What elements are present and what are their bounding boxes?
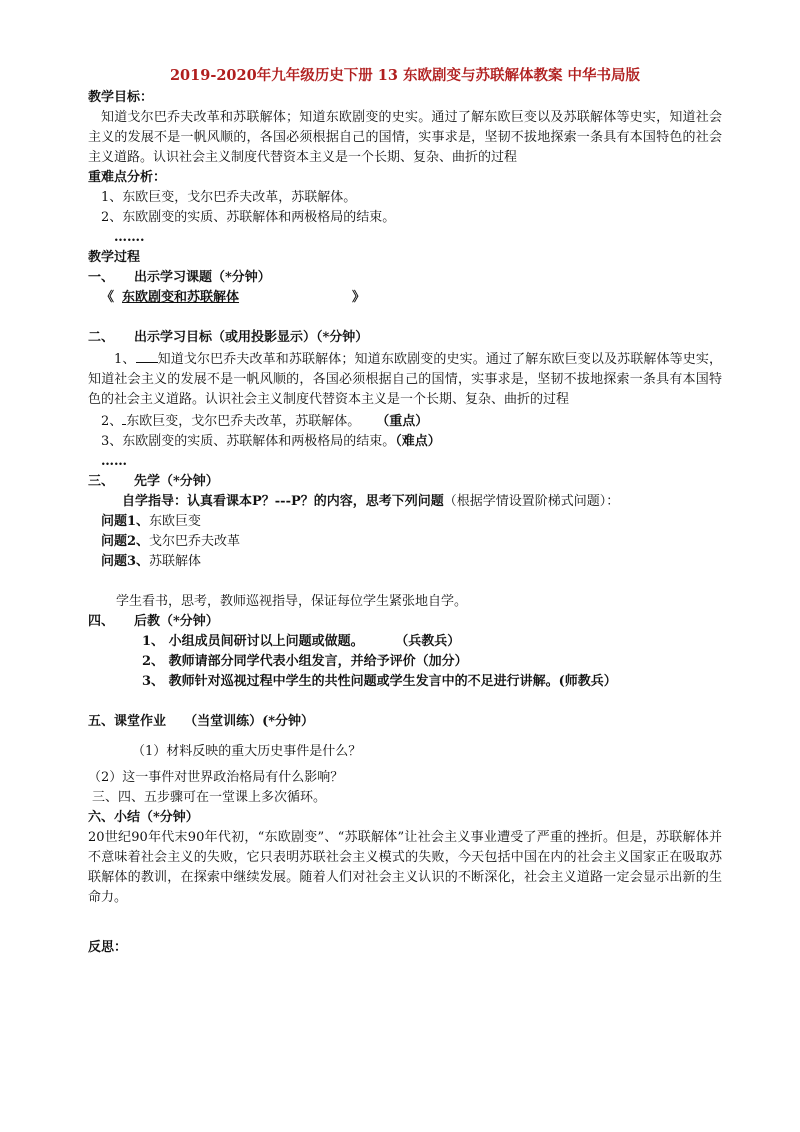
section-3-label: 先学（*分钟）: [134, 474, 219, 489]
question-1: [88, 512, 722, 532]
document-title: 2019-2020年九年级历史下册 13 东欧剧变与苏联解体教案 中华书局版: [169, 67, 641, 84]
section-4-item-1: 1、 小组成员间研讨以上问题或做题。 （兵教兵）: [142, 634, 461, 649]
section-4-number: 四、: [88, 614, 115, 629]
key-point-1: 1、东欧巨变，戈尔巴乔夫改革，苏联解体。: [101, 190, 357, 205]
summary-text: 20世纪90年代末90年代初，“东欧剧变”、“苏联解体”让社会主义事业遭受了严重的挫折。但是，苏联解体并不意味着社会主义的失败，它只表明苏联社会主义模式的失败，今天包括中国在内的社会主义国家正在吸取苏联解体的教训，在探索中继续发展。随着人们对社会主义认识的不断深化，社会主义道路一定会显示出新的生命力。: [88, 830, 722, 905]
section-4-heading: [88, 612, 722, 632]
section-4-label: 后教（*分钟）: [134, 614, 219, 629]
self-study-guide-note: （根据学情设置阶梯式问题）：: [443, 494, 620, 509]
section-1-number: 一、: [88, 270, 115, 285]
section-3-heading: [88, 472, 722, 492]
section-4-item-3: 3、 教师针对巡视过程中学生的共性问题或学生发言中的不足进行讲解。(师教兵）: [142, 674, 617, 689]
question-3-text: 苏联解体: [149, 554, 202, 569]
section-4-item-2: 2、 教师请部分同学代表小组发言，并给予评价（加分）: [142, 654, 468, 669]
section-5-heading: 五、课堂作业 （当堂训练）(*分钟）: [88, 714, 315, 729]
blank-underline: [136, 348, 158, 363]
question-2-text: 戈尔巴乔夫改革: [149, 534, 241, 549]
section-2-item-2-number: 2、: [101, 414, 123, 429]
section-1-heading: [88, 268, 722, 288]
section-1-label: 出示学习课题（*分钟）: [134, 270, 271, 285]
key-tag: （重点）: [376, 414, 429, 429]
homework-question-1: （1）材料反映的重大历史事件是什么？: [132, 744, 362, 759]
self-study-guide: [88, 492, 722, 512]
reflection-heading: 反思：: [88, 940, 128, 955]
question-3: [88, 552, 722, 572]
goals-text: 知道戈尔巴乔夫改革和苏联解体；知道东欧剧变的史实。通过了解东欧巨变以及苏联解体等史实，知道社会主义的发展不是一帆风顺的，各国必须根据自己的国情，实事求是，坚韧不拔地探索一条具有本国特色的社会主义道路。认识社会主义制度代替资本主义是一个长期、复杂、曲折的过程: [88, 110, 722, 165]
section-3-number: 三、: [88, 474, 115, 489]
section-2-label: 出示学习目标（或用投影显示）（*分钟）: [134, 330, 369, 345]
key-point-2: 2、东欧剧变的实质、苏联解体和两极格局的结束。: [101, 210, 396, 225]
question-1-text: 东欧巨变: [149, 514, 202, 529]
topic-open-bracket: 《: [101, 290, 115, 305]
section-2-item-1-text: 知道戈尔巴乔夫改革和苏联解体；知道东欧剧变的史实。通过了解东欧巨变以及苏联解体等史实，知道社会主义的发展不是一帆风顺的，各国必须根据自己的国情，实事求是，坚韧不拔地探索一条具有本国特色的社会主义道路。认识社会主义制度代替资本主义是一个长期、复杂、曲折的过程: [88, 352, 722, 407]
section-2-item-2: [88, 410, 722, 432]
section-1-topic: [88, 288, 722, 308]
section-2-item-1: [88, 348, 722, 410]
section-2-ellipsis: ……: [101, 454, 127, 469]
process-heading: 教学过程: [88, 250, 141, 265]
section-2-number: 二、: [88, 330, 115, 345]
loop-note: 三、四、五步骤可在一堂课上多次循环。: [92, 790, 327, 805]
homework-question-2: （2）这一事件对世界政治格局有什么影响？: [88, 770, 344, 785]
section-2-item-2-text: 东欧巨变，戈尔巴乔夫改革，苏联解体。: [126, 414, 361, 429]
section-6-heading: 六、小结（*分钟）: [88, 810, 199, 825]
self-study-note: 学生看书，思考，教师巡视指导，保证每位学生紧张地自学。: [116, 594, 468, 609]
topic-close-bracket: 》: [352, 290, 366, 305]
key-points-heading: 重难点分析：: [88, 170, 167, 185]
question-3-label: 问题3、: [101, 554, 150, 569]
self-study-guide-bold: 自学指导：认真看课本P？---P？的内容，思考下列问题: [122, 494, 444, 509]
section-2-heading: [88, 328, 722, 348]
key-points-ellipsis: …….: [114, 230, 145, 245]
goals-heading: 教学目标：: [88, 90, 154, 105]
section-2-item-1-number: 1、: [114, 352, 136, 367]
difficulty-tag: （难点）: [395, 434, 441, 449]
topic-title: 东欧剧变和苏联解体: [122, 290, 240, 305]
document-page: [88, 64, 722, 958]
question-1-label: 问题1、: [101, 514, 150, 529]
question-2: [88, 532, 722, 552]
section-2-item-3-text: 3、东欧剧变的实质、苏联解体和两极格局的结束。: [101, 434, 396, 449]
question-2-label: 问题2、: [101, 534, 150, 549]
section-2-item-3: [88, 432, 722, 452]
